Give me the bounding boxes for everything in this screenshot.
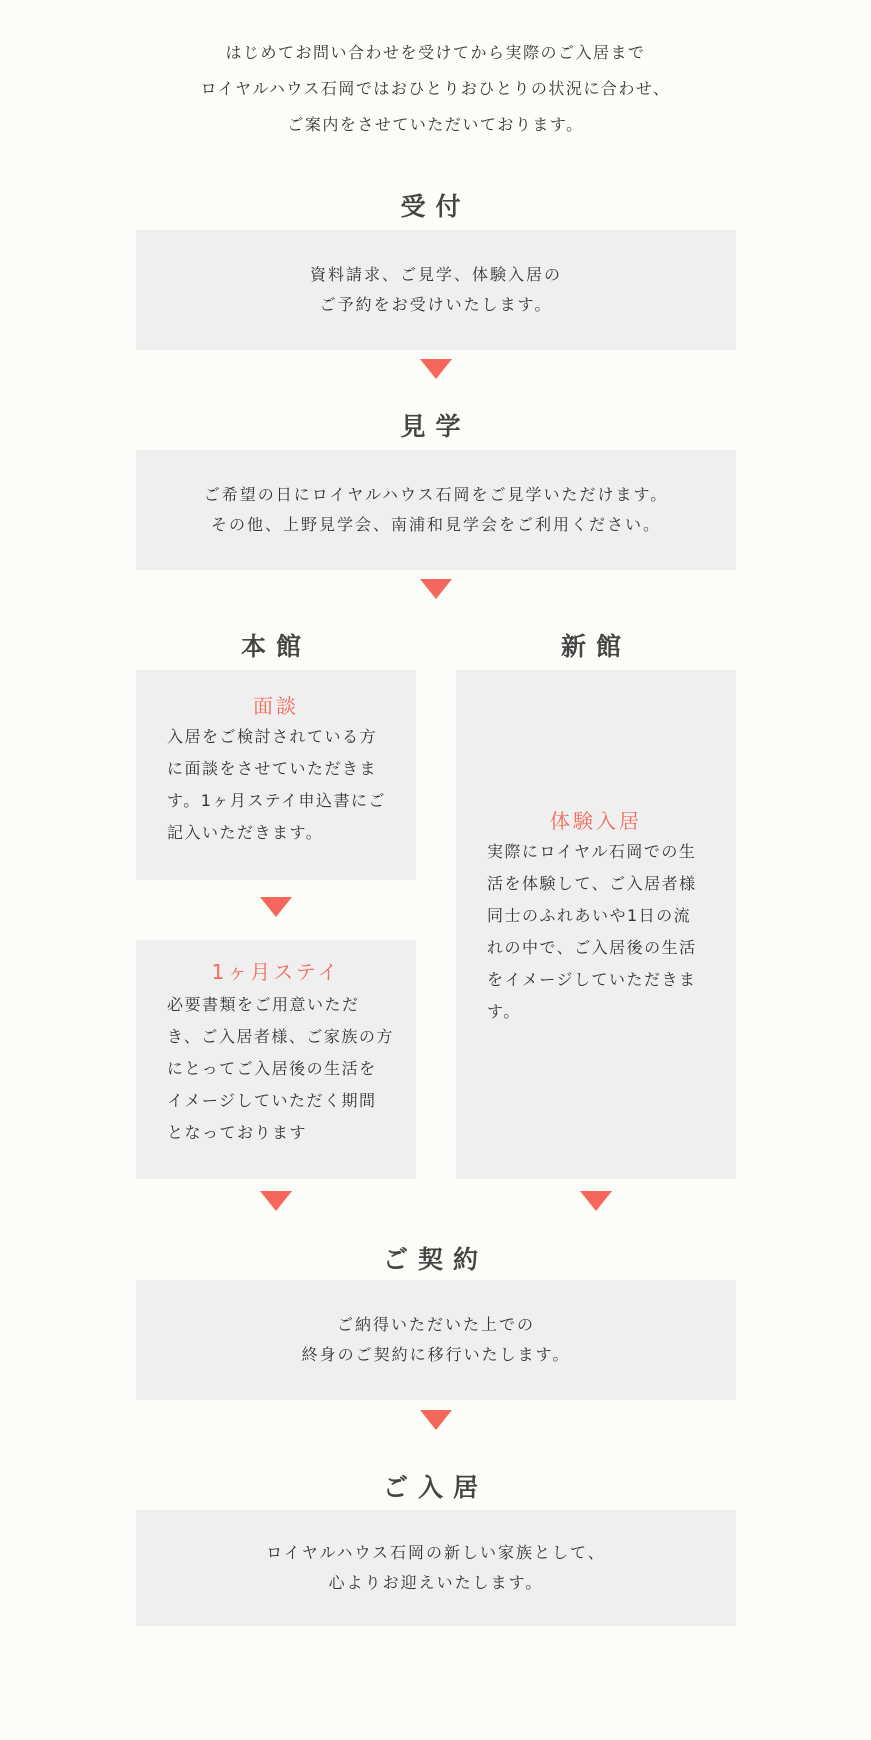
contract-text: 終身のご契約に移行いたします。 (301, 1345, 571, 1364)
stay-line: にとってご入居後の生活を (167, 1059, 377, 1078)
visit-text: ご希望の日にロイヤルハウス石岡をご見学いただけます。 (203, 485, 669, 504)
reception-heading: 受付 (400, 192, 471, 221)
interview-line: に面談をさせていただきま (167, 759, 378, 778)
intro-line: ご案内をさせていただいております。 (287, 115, 584, 134)
visit-box (136, 450, 736, 570)
interview-line: す。1ヶ月ステイ申込書にご (167, 791, 386, 810)
interview-box (136, 670, 416, 880)
trial-title: 体験入居 (550, 809, 642, 833)
flow-arrow-icon (420, 579, 452, 599)
reception-box (136, 230, 736, 350)
reception-text: ご予約をお受けいたします。 (319, 295, 553, 314)
flow-arrow-icon (260, 897, 292, 917)
contract-text: ご納得いただいた上での (336, 1315, 535, 1334)
trial-box (456, 670, 736, 1179)
contract-box (136, 1280, 736, 1400)
new-building-heading: 新館 (560, 632, 631, 661)
visit-text: その他、上野見学会、南浦和見学会をご利用ください。 (210, 515, 661, 534)
stay-line: 必要書類をご用意いただ (167, 995, 360, 1014)
intro-text (0, 35, 871, 143)
intro-line: はじめてお問い合わせを受けてから実際のご入居まで (225, 43, 646, 62)
trial-text (456, 836, 736, 1028)
trial-line: れの中で、ご入居後の生活 (487, 938, 697, 957)
trial-line: す。 (487, 1002, 521, 1021)
trial-line: 活を体験して、ご入居者様 (487, 874, 697, 893)
interview-title: 面談 (253, 694, 299, 718)
stay-line: イメージしていただく期間 (167, 1091, 377, 1110)
visit-heading: 見学 (400, 412, 471, 441)
flow-arrow-icon (420, 1410, 452, 1430)
flow-arrow-icon (260, 1191, 292, 1211)
trial-line: 実際にロイヤル石岡での生 (487, 842, 697, 861)
stay-text (136, 989, 416, 1149)
intro-line: ロイヤルハウス石岡ではおひとりおひとりの状況に合わせ、 (200, 79, 671, 98)
stay-line: き、ご入居者様、ご家族の方 (167, 1027, 394, 1046)
move-in-text: 心よりお迎えいたします。 (328, 1573, 544, 1592)
stay-box (136, 940, 416, 1179)
interview-line: 記入いただきます。 (167, 823, 324, 842)
main-building-heading: 本館 (240, 632, 311, 661)
stay-title: 1ヶ月ステイ (211, 960, 341, 984)
stay-line: となっております (167, 1123, 308, 1142)
reception-text: 資料請求、ご見学、体験入居の (309, 265, 562, 284)
flow-arrow-icon (420, 359, 452, 379)
trial-line: をイメージしていただきま (487, 970, 697, 989)
contract-heading: ご契約 (382, 1245, 488, 1274)
trial-line: 同士のふれあいや1日の流 (487, 906, 692, 925)
move-in-box (136, 1510, 736, 1626)
interview-text (136, 721, 416, 849)
interview-line: 入居をご検討されている方 (167, 727, 378, 746)
move-in-text: ロイヤルハウス石岡の新しい家族として、 (266, 1543, 606, 1562)
move-in-heading: ご入居 (382, 1473, 488, 1502)
flow-arrow-icon (580, 1191, 612, 1211)
